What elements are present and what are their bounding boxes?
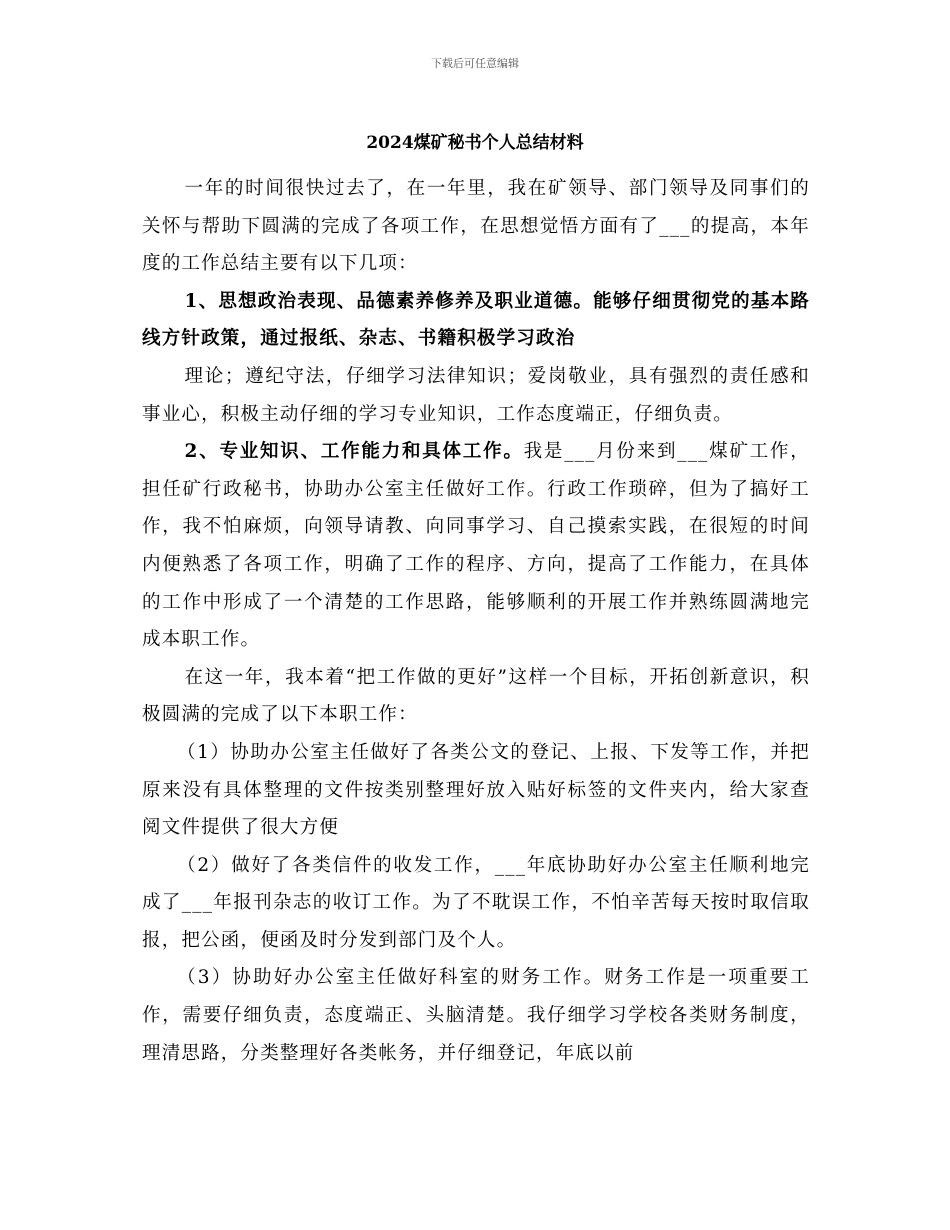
list-item-3: （3）协助好办公室主任做好科室的财务工作。财务工作是一项重要工作，需要仔细负责，态度端正、头脑清楚。我仔细学习学校各类财务制度，理清思路，分类整理好各类帐务，并仔细登记，年底以前 — [142, 967, 810, 1064]
list-item-2: （2）做好了各类信件的收发工作，___年底协助好办公室主任顺利地完成了___年报刊杂志的收订工作。为了不耽误工作，不怕辛苦每天按时取信取报，把公函，便函及时分发到部门及个人。 — [142, 854, 810, 951]
section-1-heading: 1、思想政治表现、品德素养修养及职业道德。能够仔细贯彻党的基本路线方针政策，通过报纸、杂志、书籍积极学习政治 — [142, 290, 810, 350]
document-title: 2024煤矿秘书个人总结材料 — [366, 133, 584, 153]
section-2-paragraph — [142, 433, 810, 659]
paragraph-goal: 在这一年，我本着“把工作做的更好”这样一个目标，开拓创新意识，积极圆满的完成了以下本职工作： — [142, 666, 810, 726]
paragraph-intro: 一年的时间很快过去了，在一年里，我在矿领导、部门领导及同事们的关怀与帮助下圆满的完成了各项工作，在思想觉悟方面有了___的提高，本年度的工作总结主要有以下几项： — [142, 178, 810, 275]
list-item-1: （1）协助办公室主任做好了各类公文的登记、上报、下发等工作，并把原来没有具体整理的文件按类别整理好放入贴好标签的文件夹内，给大家查阅文件提供了很大方便 — [142, 741, 810, 839]
page-header-note: 下载后可任意编辑 — [431, 57, 519, 70]
section-2-body: 我是___月份来到___煤矿工作，担任矿行政秘书，协助办公室主任做好工作。行政工作琐碎，但为了搞好工作，我不怕麻烦，向领导请教、向同事学习、自己摸索实践，在很短的时间内便熟悉了各项工作，明确了工作的程序、方向，提高了工作能力，在具体的工作中形成了一个清楚的工作思路，能够顺利的开展工作并熟练圆满地完成本职工作。 — [142, 441, 810, 651]
section-1-body: 理论；遵纪守法，仔细学习法律知识；爱岗敬业，具有强烈的责任感和事业心，积极主动仔细的学习专业知识，工作态度端正，仔细负责。 — [142, 365, 810, 425]
section-2-heading: 2、专业知识、工作能力和具体工作。 — [184, 441, 524, 463]
document-body — [142, 170, 810, 1072]
